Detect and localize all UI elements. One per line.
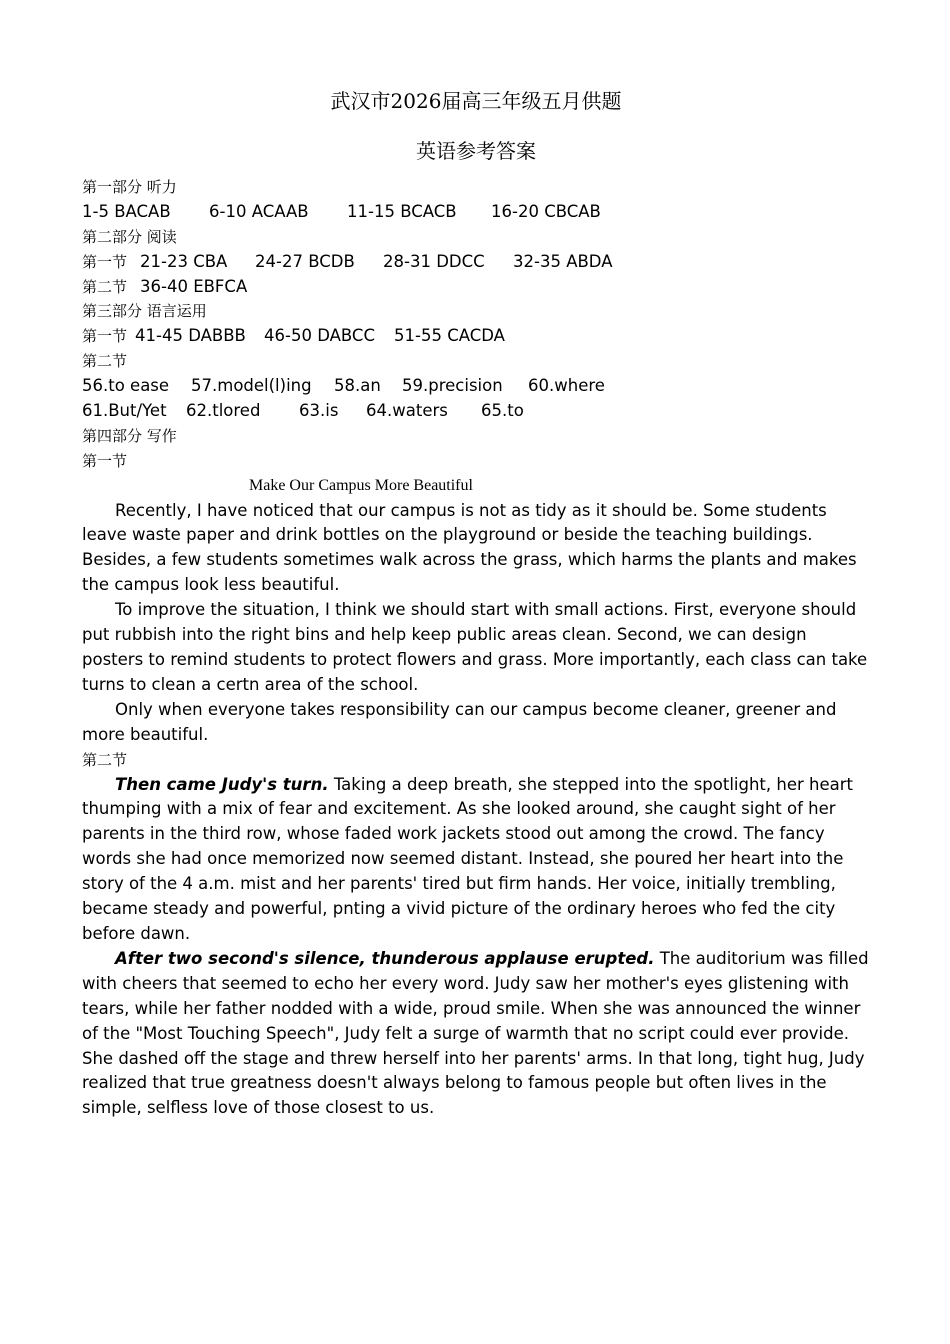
answer-group: 6-10 ACAAB [209, 201, 309, 221]
answer-group: 24-27 BCDB [255, 251, 355, 271]
answer-group: 1-5 BACAB [82, 201, 171, 221]
answer-item: 64.waters [366, 401, 448, 421]
answer-group: 32-35 ABDA [513, 251, 613, 271]
answer-body [82, 175, 872, 1121]
answer-group: 41-45 DABBB [135, 326, 246, 346]
essay-paragraph: Recently, I have noticed that our campus is not as tidy as it should be. Some students leave waste paper and drink bottles on the playground or beside the teaching buildings. Besides, a few students sometimes walk across the grass, which harms the plants and makes the campus look less beautiful. [82, 500, 857, 595]
answer-item: 63.is [299, 401, 339, 421]
answer-item: 60.where [528, 376, 605, 396]
answer-item: 61.But/Yet [82, 401, 167, 421]
story-text: Taking a deep breath, she stepped into the spotlight, her heart thumping with a mix of fear and excitement. As she looked around, she caught sight of her parents in the third row, whose faded work jackets stood out among the crowd. The fancy words she had once memorized now seemed distant. Instead, she poured her heart into the story of the 4 a.m. mist and her parents' tired but firm hands. Her voice, initially trembling, became steady and powerful, pnting a vivid picture of the ordinary heroes who fed the city before dawn. [82, 774, 854, 943]
essay-paragraph: Only when everyone takes responsibility can our campus become cleaner, greener and more beautiful. [82, 699, 837, 744]
part3-section2-label: 第二节 [82, 352, 128, 371]
answer-group: 36-40 EBFCA [140, 276, 248, 296]
document-title: 武汉市2026届高三年级五月供题 [330, 89, 622, 113]
part2-heading: 第二部分 阅读 [82, 227, 177, 246]
part1-answers [82, 200, 872, 225]
answer-item: 65.to [481, 401, 524, 421]
answer-group: 21-23 CBA [140, 251, 228, 271]
story-paragraph [82, 947, 872, 1121]
answer-item: 56.to ease [82, 376, 170, 396]
story-lead-sentence: After two second's silence, thunderous applause erupted. [115, 948, 655, 968]
answer-item: 57.model(l)ing [191, 376, 312, 396]
answer-group: 51-55 CACDA [394, 326, 505, 346]
part4-section2-label: 第二节 [82, 750, 128, 769]
part3-section2-row2 [82, 399, 872, 424]
part4-section1-label: 第一节 [82, 451, 128, 470]
answer-item: 59.precision [402, 376, 503, 396]
part2-section2-answers [82, 275, 872, 300]
story-lead-sentence: Then came Judy's turn. [115, 774, 329, 794]
section-label: 第一节 [82, 327, 128, 346]
answer-group: 28-31 DDCC [383, 251, 485, 271]
essay-title: Make Our Campus More Beautiful [249, 476, 473, 494]
answer-group: 46-50 DABCC [264, 326, 375, 346]
document-subtitle: 英语参考答案 [416, 139, 536, 163]
part3-heading: 第三部分 语言运用 [82, 302, 207, 321]
part4-heading: 第四部分 写作 [82, 426, 177, 445]
essay-paragraph: To improve the situation, I think we should start with small actions. First, everyone should put rubbish into the right bins and help keep public areas clean. Second, we can design posters to remind students to protect flowers and grass. More importantly, each class can take turns to clean a certn area of the school. [82, 600, 868, 694]
part3-section2-row1 [82, 374, 872, 399]
answer-group: 11-15 BCACB [347, 201, 457, 221]
section-label: 第一节 [82, 252, 128, 271]
answer-item: 62.tlored [186, 401, 261, 421]
section-label: 第二节 [82, 277, 128, 296]
part2-section1-answers [82, 250, 872, 275]
part1-heading: 第一部分 听力 [82, 178, 177, 196]
part3-section1-answers [82, 324, 872, 349]
story-text: The auditorium was filled with cheers that seemed to echo her every word. Judy saw her mother's eyes glistening with tears, while her father nodded with a wide, proud smile. When she was announced the winner of the "Most Touching Speech", Judy felt a surge of warmth that no script could ever provide. She dashed off the stage and threw herself into her parents' arms. In that long, tight hug, Judy realized that true greatness doesn't always belong to famous people but often lives in the simple, selfless love of those closest to us. [82, 948, 869, 1118]
answer-item: 58.an [334, 376, 381, 396]
answer-group: 16-20 CBCAB [491, 201, 601, 221]
story-paragraph [82, 773, 872, 947]
